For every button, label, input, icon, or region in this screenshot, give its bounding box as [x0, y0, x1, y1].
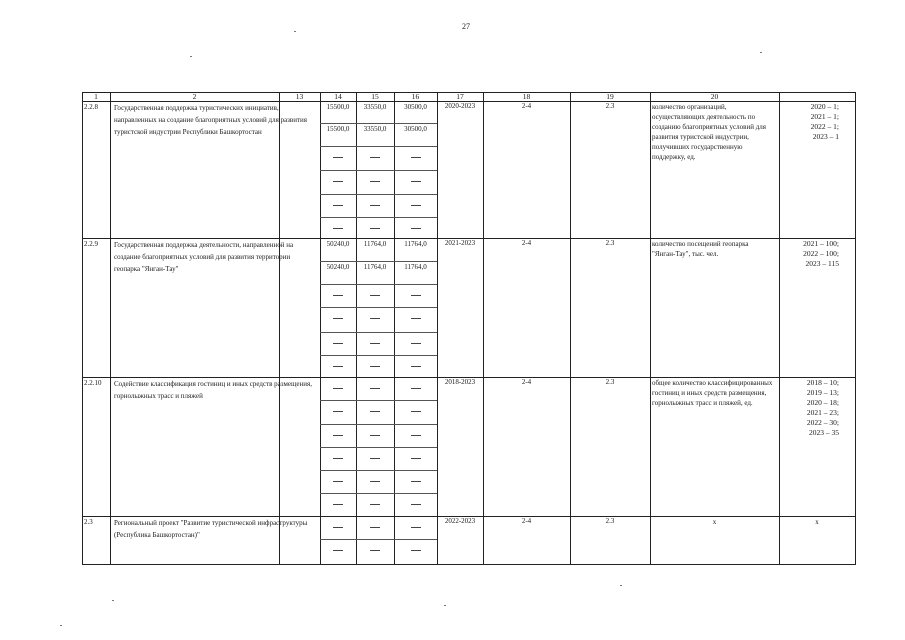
sub-row-border [320, 493, 437, 494]
row-col17: 2-4 [521, 239, 532, 247]
row-col18: 2.3 [605, 102, 615, 110]
header-col-14: 14 [334, 92, 342, 101]
dash-mark [411, 435, 421, 436]
dash-mark [411, 181, 421, 182]
sub-row-border [320, 470, 437, 471]
row-period: 2021-2023 [444, 239, 476, 247]
dash-mark [370, 411, 380, 412]
row-name: Государственная поддержка деятельности, направленной на создание благоприятных условий для развития территории геопарка "Янган-Тау" [114, 241, 294, 273]
dash-mark [370, 366, 380, 367]
dash-mark [370, 435, 380, 436]
row-period: 2022-2023 [444, 517, 476, 525]
row-id: 2.2.9 [84, 240, 98, 248]
dash-mark [333, 295, 343, 296]
dash-mark [411, 157, 421, 158]
row-indicator: количество посещений геопарка "Янган-Тау", тыс. чел. [652, 240, 749, 258]
row-col18: 2.3 [605, 517, 615, 525]
value-cell: 15500,0 [326, 125, 350, 133]
sub-row-border [320, 217, 437, 218]
dash-mark [370, 527, 380, 528]
sub-row-border [320, 146, 437, 147]
dash-mark [333, 435, 343, 436]
dash-mark [333, 550, 343, 551]
sub-row-border [320, 123, 437, 124]
row-indicator: количество организаций, осуществляющих деятельность по созданию благоприятных условий для развития туристской индустрии, получивших государственную поддержку, ед. [652, 103, 766, 161]
dash-mark [333, 527, 343, 528]
dash-mark [370, 481, 380, 482]
header-col-16: 16 [411, 92, 420, 101]
sub-row-border [320, 400, 437, 401]
header-col-18: 18 [522, 92, 531, 101]
dash-mark [370, 550, 380, 551]
row-targets: 2018 – 10; 2019 – 13; 2020 – 18; 2021 – 23; 2022 – 30; 2023 – 35 [806, 378, 839, 437]
column-border [779, 92, 780, 564]
header-col-20: 20 [710, 92, 719, 101]
value-cell: 11764,0 [404, 240, 427, 248]
sub-row-border [320, 261, 437, 262]
dash-mark [370, 181, 380, 182]
sub-row-border [320, 447, 437, 448]
row-id: 2.2.8 [84, 103, 98, 111]
row-border [82, 564, 856, 565]
dash-mark [411, 205, 421, 206]
dash-mark [411, 411, 421, 412]
value-cell: 15500,0 [326, 103, 350, 111]
dash-mark [333, 504, 343, 505]
row-period: 2020-2023 [444, 102, 476, 110]
value-cell: 11764,0 [404, 263, 427, 271]
row-targets: 2021 – 100; 2022 – 100; 2023 – 115 [803, 239, 839, 268]
row-col18: 2.3 [605, 378, 615, 386]
dash-mark [370, 504, 380, 505]
row-col17: 2-4 [521, 102, 532, 110]
dash-mark [333, 157, 343, 158]
dash-mark [370, 205, 380, 206]
column-border [437, 92, 438, 564]
dash-mark [333, 205, 343, 206]
dash-mark [370, 295, 380, 296]
scan-speck [112, 600, 114, 601]
scan-speck [444, 605, 446, 606]
dash-mark [370, 388, 380, 389]
header-col-2: 2 [192, 92, 197, 101]
page-number: 27 [462, 22, 470, 31]
header-col-13: 13 [295, 92, 304, 101]
dash-mark [411, 295, 421, 296]
dash-mark [333, 181, 343, 182]
scan-speck [620, 585, 622, 586]
row-indicator: общее количество классифицированных гостиниц и иных средств размещения, горнолыжных трасс и пляжей, ед. [652, 379, 773, 407]
scan-speck [190, 56, 192, 57]
column-border [570, 92, 571, 564]
sub-row-border [320, 307, 437, 308]
value-cell: 30500,0 [404, 103, 427, 111]
dash-mark [370, 157, 380, 158]
column-border [483, 92, 484, 564]
dash-mark [411, 388, 421, 389]
scan-speck [760, 52, 762, 53]
dash-mark [333, 481, 343, 482]
column-border [855, 92, 856, 564]
row-name: Содействие классификация гостиниц и иных средств размещения, горнолыжных трасс и пляжей [114, 380, 312, 400]
dash-mark [411, 550, 421, 551]
dash-mark [370, 458, 380, 459]
sub-row-border [320, 170, 437, 171]
value-cell: 50240,0 [326, 263, 350, 271]
dash-mark [333, 411, 343, 412]
dash-mark [333, 458, 343, 459]
row-indicator: x [712, 518, 717, 526]
dash-mark [411, 527, 421, 528]
value-cell: 50240,0 [326, 240, 350, 248]
sub-row-border [320, 355, 437, 356]
row-id: 2.3 [84, 518, 93, 526]
header-col-19: 19 [606, 92, 614, 101]
sub-row-border [320, 284, 437, 285]
dash-mark [411, 504, 421, 505]
column-border [650, 92, 651, 564]
value-cell: 11764,0 [363, 263, 387, 271]
value-cell: 33550,0 [363, 103, 387, 111]
dash-mark [411, 458, 421, 459]
sub-row-border [320, 332, 437, 333]
sub-row-border [320, 194, 437, 195]
dash-mark [333, 388, 343, 389]
dash-mark [333, 318, 343, 319]
row-id: 2.2.10 [84, 379, 102, 387]
row-col17: 2-4 [521, 378, 532, 386]
dash-mark [411, 343, 421, 344]
header-col-15: 15 [371, 92, 379, 101]
dash-mark [333, 343, 343, 344]
dash-mark [370, 343, 380, 344]
row-targets: x [815, 518, 819, 526]
row-name: Государственная поддержка туристических инициатив, направленных на создание благоприятных условий для развития туристской индустрии Республики Башкортостан [114, 104, 308, 136]
row-period: 2018-2023 [444, 378, 476, 386]
dash-mark [370, 318, 380, 319]
dash-mark [333, 366, 343, 367]
column-border [110, 92, 111, 564]
value-cell: 33550,0 [363, 125, 387, 133]
row-col17: 2-4 [521, 517, 532, 525]
row-targets: 2020 – 1; 2021 – 1; 2022 – 1; 2023 – 1 [810, 102, 839, 141]
scan-speck [294, 31, 296, 32]
header-col-1: 1 [94, 92, 98, 101]
dash-mark [370, 228, 380, 229]
value-cell: 11764,0 [363, 240, 387, 248]
column-border [279, 92, 280, 564]
dash-mark [411, 366, 421, 367]
dash-mark [333, 228, 343, 229]
sub-row-border [320, 424, 437, 425]
scan-speck [60, 625, 62, 626]
row-col18: 2.3 [605, 239, 615, 247]
sub-row-border [320, 539, 437, 540]
row-name: Региональный проект "Развитие туристической инфраструктуры (Республика Башкортостан)" [114, 519, 308, 539]
dash-mark [411, 318, 421, 319]
dash-mark [411, 481, 421, 482]
header-col-17: 17 [456, 92, 464, 101]
column-border [82, 92, 83, 564]
dash-mark [411, 228, 421, 229]
value-cell: 30500,0 [404, 125, 427, 133]
